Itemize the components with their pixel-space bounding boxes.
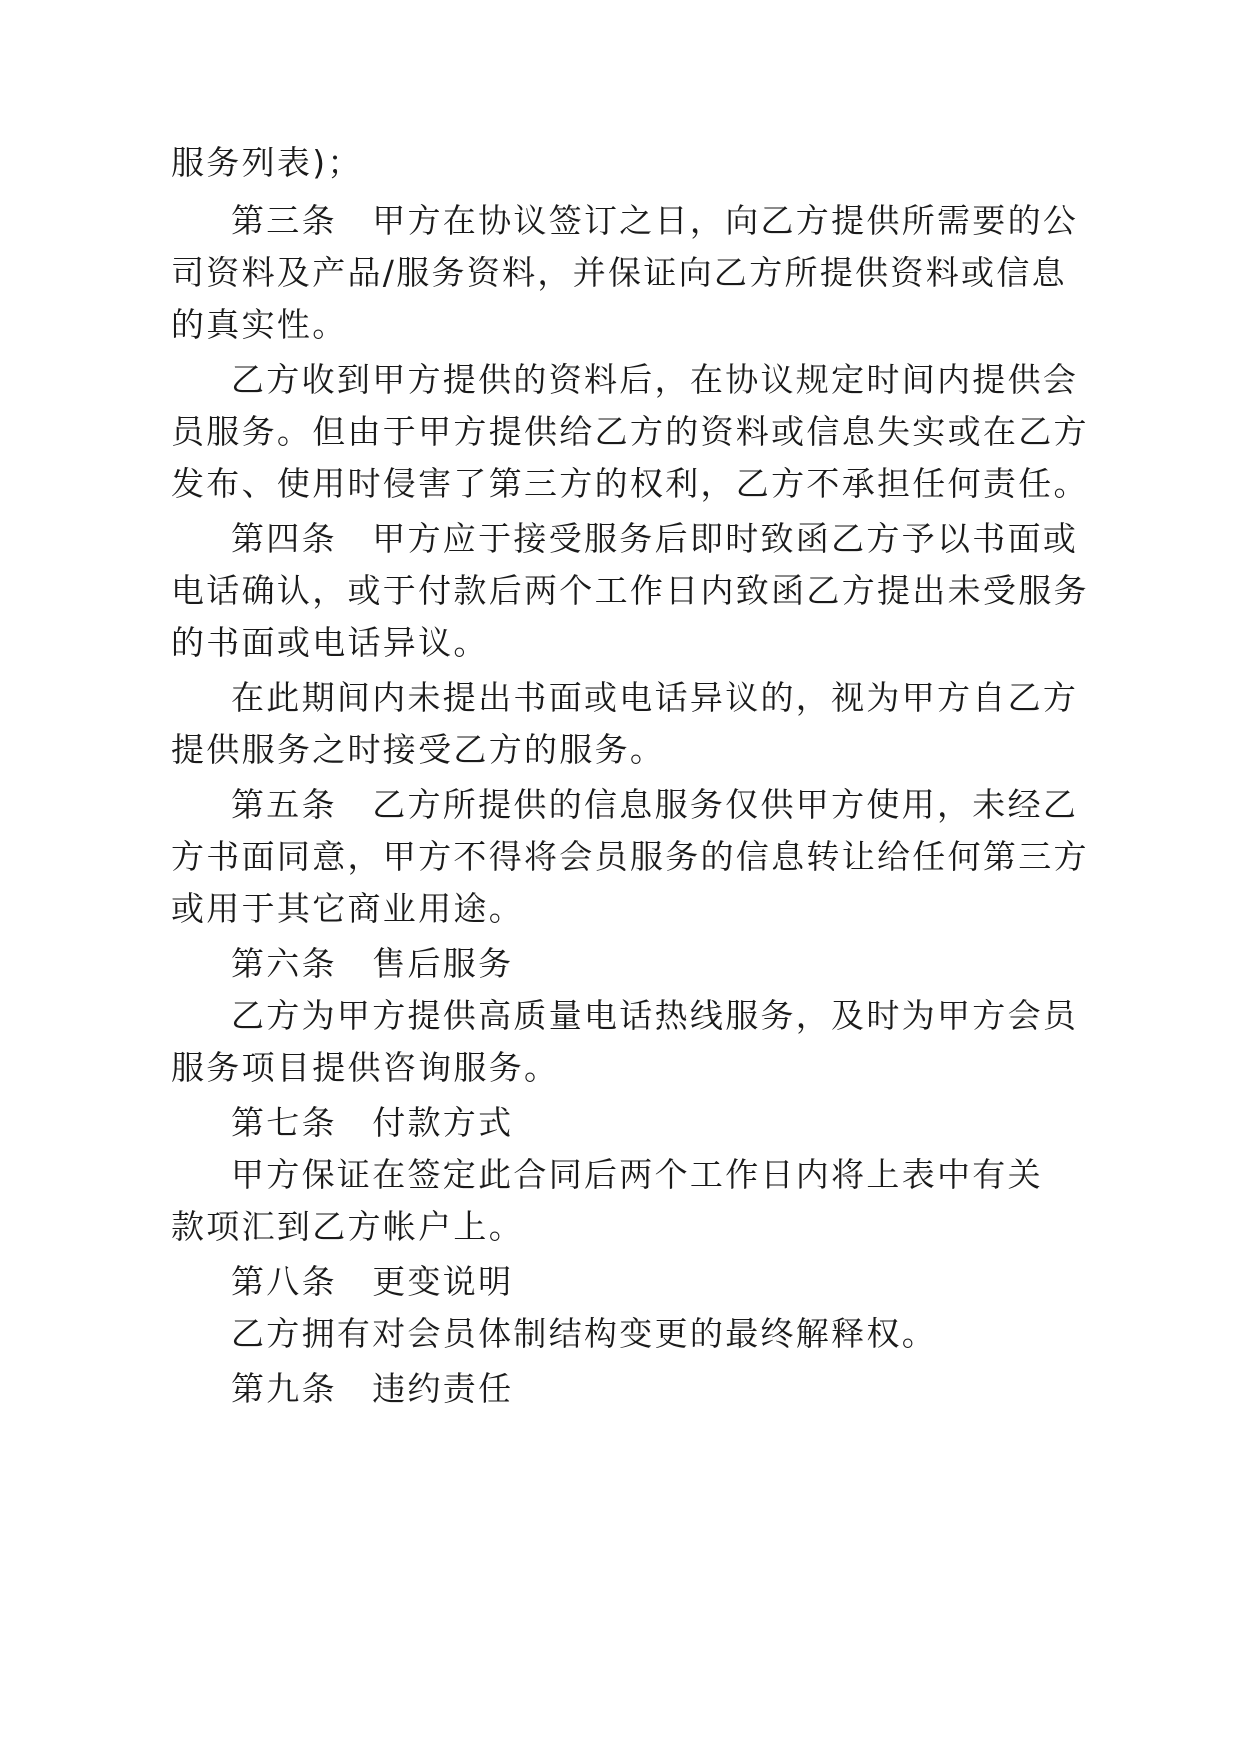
text-line: 服务项目提供咨询服务。: [171, 1048, 560, 1087]
text-line: 在此期间内未提出书面或电话异议的，视为甲方自乙方: [231, 678, 1079, 717]
text-line: 第六条 售后服务: [231, 944, 514, 983]
text-line: 乙方收到甲方提供的资料后，在协议规定时间内提供会: [231, 360, 1079, 399]
text-line: 或用于其它商业用途。: [171, 889, 524, 928]
text-line: 方书面同意，甲方不得将会员服务的信息转让给任何第三方: [171, 837, 1089, 876]
text-line: 发布、使用时侵害了第三方的权利，乙方不承担任何责任。: [171, 464, 1089, 503]
text-line: 第八条 更变说明: [231, 1262, 514, 1301]
text-line: 第五条 乙方所提供的信息服务仅供甲方使用，未经乙: [231, 785, 1079, 824]
text-line: 司资料及产品/服务资料，并保证向乙方所提供资料或信息: [171, 253, 1067, 292]
text-line: 电话确认，或于付款后两个工作日内致函乙方提出未受服务: [171, 571, 1089, 610]
text-line: 款项汇到乙方帐户上。: [171, 1207, 524, 1246]
text-line: 提供服务之时接受乙方的服务。: [171, 730, 666, 769]
text-line: 乙方为甲方提供高质量电话热线服务，及时为甲方会员: [231, 996, 1079, 1035]
text-line: 的书面或电话异议。: [171, 623, 489, 662]
text-line: 第九条 违约责任: [231, 1369, 514, 1408]
text-line: 甲方保证在签定此合同后两个工作日内将上表中有关: [231, 1155, 1043, 1194]
text-line: 第七条 付款方式: [231, 1103, 514, 1142]
text-line: 的真实性。: [171, 305, 348, 344]
text-line: 服务列表)；: [171, 143, 363, 182]
text-line: 第三条 甲方在协议签订之日，向乙方提供所需要的公: [231, 201, 1079, 240]
text-line: 乙方拥有对会员体制结构变更的最终解释权。: [231, 1314, 937, 1353]
text-line: 员服务。但由于甲方提供给乙方的资料或信息失实或在乙方: [171, 412, 1089, 451]
text-line: 第四条 甲方应于接受服务后即时致函乙方予以书面或: [231, 519, 1079, 558]
